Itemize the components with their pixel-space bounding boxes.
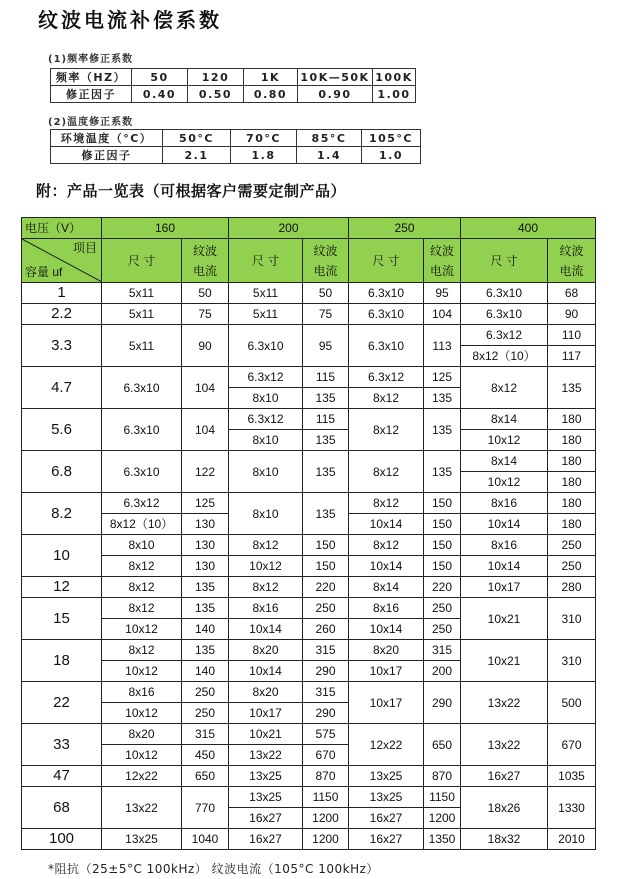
freq-factor-cell: 0.90 xyxy=(298,86,373,103)
size-cell: 13x25 xyxy=(229,766,303,787)
size-cell: 8x12 xyxy=(349,493,424,514)
table-row xyxy=(22,367,596,388)
ripple-cell: 135 xyxy=(182,598,229,619)
ripple-label-line2: 电流 xyxy=(429,263,454,278)
capacity-cell: 47 xyxy=(22,766,102,787)
ripple-label-line2: 电流 xyxy=(559,263,584,278)
size-cell: 8x10 xyxy=(229,430,303,451)
ripple-cell: 180 xyxy=(548,409,596,430)
voltage-200: 200 xyxy=(229,218,349,239)
ripple-cell: 135 xyxy=(424,388,461,409)
capacity-label: 容量 uf xyxy=(25,265,63,279)
temp-header-cell: 环境温度（°C） xyxy=(51,130,163,147)
ripple-cell: 90 xyxy=(182,325,229,367)
size-cell: 8x14 xyxy=(461,451,548,472)
size-cell: 13x25 xyxy=(229,787,303,808)
ripple-cell: 250 xyxy=(424,598,461,619)
temp-section-label: (2)温度修正系数 xyxy=(48,117,134,128)
size-cell: 6.3x12 xyxy=(229,409,303,430)
ripple-cell: 68 xyxy=(548,283,596,304)
size-cell: 8x16 xyxy=(102,682,182,703)
ripple-cell: 180 xyxy=(548,472,596,493)
ripple-cell: 135 xyxy=(548,367,596,409)
size-cell: 16x27 xyxy=(229,829,303,850)
ripple-cell: 115 xyxy=(303,409,349,430)
capacity-cell: 3.3 xyxy=(22,325,102,367)
ripple-cell: 220 xyxy=(303,577,349,598)
voltage-160: 160 xyxy=(102,218,229,239)
size-cell: 8x20 xyxy=(229,640,303,661)
freq-factor-cell: 修正因子 xyxy=(51,86,132,103)
ripple-cell: 500 xyxy=(548,682,596,724)
size-cell: 8x10 xyxy=(229,388,303,409)
freq-factor-cell: 0.80 xyxy=(244,86,298,103)
ripple-header xyxy=(424,239,461,283)
ripple-cell: 315 xyxy=(424,640,461,661)
freq-factor-cell: 0.50 xyxy=(188,86,244,103)
size-cell: 13x25 xyxy=(349,787,424,808)
size-cell: 8x12 xyxy=(102,577,182,598)
ripple-cell: 113 xyxy=(424,325,461,367)
ripple-label-line1: 纹波 xyxy=(192,243,217,258)
ripple-cell: 115 xyxy=(303,367,349,388)
capacity-cell: 18 xyxy=(22,640,102,682)
ripple-header xyxy=(182,239,229,283)
ripple-cell: 770 xyxy=(182,787,229,829)
table-row xyxy=(22,535,596,556)
temp-factor-row xyxy=(51,147,421,164)
ripple-cell: 140 xyxy=(182,661,229,682)
ripple-cell: 315 xyxy=(303,640,349,661)
page-title: 纹波电流补偿系数 xyxy=(38,8,222,32)
freq-correction-table xyxy=(50,68,416,103)
size-cell: 8x12 xyxy=(349,388,424,409)
ripple-cell: 1350 xyxy=(424,829,461,850)
size-cell: 8x12 xyxy=(229,535,303,556)
temp-header-row xyxy=(51,130,421,147)
size-cell: 12x22 xyxy=(349,724,424,766)
size-cell: 10x21 xyxy=(461,598,548,640)
ripple-cell: 250 xyxy=(548,535,596,556)
size-cell: 18x32 xyxy=(461,829,548,850)
size-cell: 6.3x12 xyxy=(229,367,303,388)
ripple-cell: 260 xyxy=(303,619,349,640)
size-cell: 10x12 xyxy=(229,556,303,577)
freq-header-row xyxy=(51,69,416,86)
freq-factor-row xyxy=(51,86,416,103)
table-row xyxy=(22,787,596,808)
ripple-cell: 450 xyxy=(182,745,229,766)
capacity-cell: 1 xyxy=(22,283,102,304)
size-cell: 10x12 xyxy=(102,745,182,766)
table-row xyxy=(22,766,596,787)
size-cell: 8x12 xyxy=(349,535,424,556)
capacity-cell: 33 xyxy=(22,724,102,766)
ripple-cell: 2010 xyxy=(548,829,596,850)
size-cell: 10x14 xyxy=(229,619,303,640)
ripple-cell: 140 xyxy=(182,619,229,640)
size-cell: 10x12 xyxy=(102,703,182,724)
size-cell: 5x11 xyxy=(229,304,303,325)
ripple-cell: 104 xyxy=(182,367,229,409)
freq-header-cell: 120 xyxy=(188,69,244,86)
ripple-cell: 150 xyxy=(424,493,461,514)
ripple-label-line2: 电流 xyxy=(192,263,217,278)
size-cell: 8x16 xyxy=(461,535,548,556)
size-cell: 10x17 xyxy=(229,703,303,724)
ripple-cell: 200 xyxy=(424,661,461,682)
ripple-cell: 650 xyxy=(182,766,229,787)
size-cell: 8x20 xyxy=(349,640,424,661)
ripple-cell: 150 xyxy=(424,556,461,577)
capacity-cell: 6.8 xyxy=(22,451,102,493)
table-row xyxy=(22,682,596,703)
ripple-cell: 650 xyxy=(424,724,461,766)
size-cell: 6.3x10 xyxy=(102,451,182,493)
ripple-cell: 130 xyxy=(182,514,229,535)
size-cell: 8x14 xyxy=(349,577,424,598)
product-table-body xyxy=(22,283,596,850)
ripple-label-line2: 电流 xyxy=(313,263,338,278)
table-row xyxy=(22,724,596,745)
size-cell: 8x16 xyxy=(229,598,303,619)
ripple-cell: 250 xyxy=(303,598,349,619)
ripple-cell: 150 xyxy=(424,514,461,535)
capacity-cell: 2.2 xyxy=(22,304,102,325)
temp-factor-cell: 1.4 xyxy=(297,147,362,164)
ripple-cell: 135 xyxy=(182,577,229,598)
capacity-cell: 15 xyxy=(22,598,102,640)
temp-factor-cell: 修正因子 xyxy=(51,147,163,164)
ripple-cell: 1035 xyxy=(548,766,596,787)
size-cell: 8x12 xyxy=(102,556,182,577)
ripple-cell: 135 xyxy=(182,640,229,661)
ripple-header xyxy=(303,239,349,283)
table-row xyxy=(22,829,596,850)
ripple-cell: 1040 xyxy=(182,829,229,850)
ripple-cell: 250 xyxy=(548,556,596,577)
size-cell: 16x27 xyxy=(349,808,424,829)
size-cell: 10x17 xyxy=(349,661,424,682)
ripple-cell: 220 xyxy=(424,577,461,598)
size-cell: 6.3x10 xyxy=(349,283,424,304)
size-cell: 10x14 xyxy=(229,661,303,682)
ripple-cell: 180 xyxy=(548,493,596,514)
ripple-cell: 104 xyxy=(182,409,229,451)
capacity-cell: 12 xyxy=(22,577,102,598)
size-cell: 8x10 xyxy=(102,535,182,556)
ripple-cell: 310 xyxy=(548,598,596,640)
size-cell: 5x11 xyxy=(102,283,182,304)
ripple-cell: 280 xyxy=(548,577,596,598)
capacity-cell: 100 xyxy=(22,829,102,850)
temp-factor-cell: 1.8 xyxy=(231,147,297,164)
diagonal-header-cell xyxy=(22,239,102,283)
temp-correction-table xyxy=(50,129,421,164)
size-cell: 5x11 xyxy=(102,304,182,325)
voltage-250: 250 xyxy=(349,218,461,239)
ripple-cell: 315 xyxy=(303,682,349,703)
size-header: 尺 寸 xyxy=(461,239,548,283)
item-label: 项目 xyxy=(72,241,97,255)
size-cell: 6.3x12 xyxy=(349,367,424,388)
size-cell: 12x22 xyxy=(102,766,182,787)
freq-factor-cell: 0.40 xyxy=(132,86,188,103)
voltage-label: 电压（V） xyxy=(22,218,102,239)
voltage-400: 400 xyxy=(461,218,596,239)
ripple-cell: 122 xyxy=(182,451,229,493)
size-cell: 6.3x10 xyxy=(349,325,424,367)
size-cell: 10x17 xyxy=(461,577,548,598)
ripple-header xyxy=(548,239,596,283)
size-cell: 10x14 xyxy=(461,514,548,535)
ripple-cell: 315 xyxy=(182,724,229,745)
size-cell: 10x21 xyxy=(461,640,548,682)
ripple-cell: 90 xyxy=(548,304,596,325)
freq-header-cell: 100K xyxy=(373,69,416,86)
temp-header-cell: 50°C xyxy=(163,130,231,147)
ripple-cell: 150 xyxy=(303,556,349,577)
ripple-label-line1: 纹波 xyxy=(559,243,584,258)
table-row xyxy=(22,325,596,346)
ripple-cell: 135 xyxy=(424,451,461,493)
size-cell: 8x12 xyxy=(461,367,548,409)
capacity-cell: 22 xyxy=(22,682,102,724)
size-cell: 6.3x10 xyxy=(102,409,182,451)
ripple-cell: 870 xyxy=(424,766,461,787)
size-cell: 6.3x10 xyxy=(229,325,303,367)
ripple-cell: 180 xyxy=(548,451,596,472)
ripple-cell: 575 xyxy=(303,724,349,745)
annex-title: 附：产品一览表（可根据客户需要定制产品） xyxy=(36,182,347,200)
table-row xyxy=(22,304,596,325)
freq-factor-cell: 1.00 xyxy=(373,86,416,103)
size-cell: 10x14 xyxy=(461,556,548,577)
ripple-label-line1: 纹波 xyxy=(429,243,454,258)
ripple-cell: 95 xyxy=(303,325,349,367)
size-cell: 8x20 xyxy=(102,724,182,745)
temp-factor-cell: 2.1 xyxy=(163,147,231,164)
size-cell: 8x12 xyxy=(102,598,182,619)
ripple-cell: 95 xyxy=(424,283,461,304)
ripple-cell: 310 xyxy=(548,640,596,682)
ripple-cell: 135 xyxy=(303,451,349,493)
size-cell: 10x12 xyxy=(461,472,548,493)
size-cell: 8x16 xyxy=(461,493,548,514)
size-cell: 13x22 xyxy=(102,787,182,829)
capacity-cell: 8.2 xyxy=(22,493,102,535)
table-row xyxy=(22,283,596,304)
ripple-cell: 130 xyxy=(182,556,229,577)
size-header: 尺 寸 xyxy=(229,239,303,283)
ripple-cell: 104 xyxy=(424,304,461,325)
table-row xyxy=(22,640,596,661)
size-cell: 6.3x10 xyxy=(349,304,424,325)
size-cell: 5x11 xyxy=(229,283,303,304)
ripple-cell: 150 xyxy=(303,535,349,556)
ripple-cell: 1330 xyxy=(548,787,596,829)
size-cell: 13x25 xyxy=(102,829,182,850)
size-header: 尺 寸 xyxy=(102,239,182,283)
size-cell: 8x10 xyxy=(229,493,303,535)
size-cell: 13x22 xyxy=(461,682,548,724)
ripple-cell: 1200 xyxy=(424,808,461,829)
freq-header-cell: 频率（HZ） xyxy=(51,69,132,86)
size-cell: 8x12 xyxy=(229,577,303,598)
table-row xyxy=(22,598,596,619)
ripple-cell: 670 xyxy=(303,745,349,766)
ripple-cell: 250 xyxy=(182,703,229,724)
ripple-cell: 180 xyxy=(548,514,596,535)
temp-header-cell: 70°C xyxy=(231,130,297,147)
size-cell: 10x21 xyxy=(229,724,303,745)
ripple-cell: 135 xyxy=(424,409,461,451)
ripple-cell: 50 xyxy=(182,283,229,304)
size-cell: 6.3x10 xyxy=(461,304,548,325)
size-cell: 8x12 xyxy=(349,451,424,493)
ripple-cell: 50 xyxy=(303,283,349,304)
freq-header-cell: 50 xyxy=(132,69,188,86)
ripple-cell: 135 xyxy=(303,493,349,535)
size-header: 尺 寸 xyxy=(349,239,424,283)
ripple-cell: 125 xyxy=(424,367,461,388)
size-cell: 16x27 xyxy=(229,808,303,829)
size-cell: 6.3x12 xyxy=(102,493,182,514)
ripple-cell: 135 xyxy=(303,388,349,409)
size-cell: 8x16 xyxy=(349,598,424,619)
size-cell: 8x14 xyxy=(461,409,548,430)
ripple-cell: 117 xyxy=(548,346,596,367)
ripple-label-line1: 纹波 xyxy=(313,243,338,258)
ripple-cell: 1150 xyxy=(424,787,461,808)
ripple-cell: 75 xyxy=(303,304,349,325)
size-cell: 6.3x10 xyxy=(102,367,182,409)
capacity-cell: 10 xyxy=(22,535,102,577)
size-cell: 10x12 xyxy=(102,619,182,640)
freq-header-cell: 1K xyxy=(244,69,298,86)
ripple-cell: 150 xyxy=(424,535,461,556)
size-cell: 6.3x12 xyxy=(461,325,548,346)
ripple-cell: 290 xyxy=(424,682,461,724)
size-cell: 16x27 xyxy=(349,829,424,850)
table-row xyxy=(22,556,596,577)
ripple-cell: 110 xyxy=(548,325,596,346)
freq-header-cell: 10K—50K xyxy=(298,69,373,86)
freq-section-label: (1)频率修正系数 xyxy=(48,54,134,65)
voltage-header-row xyxy=(22,218,596,239)
temp-factor-cell: 1.0 xyxy=(362,147,421,164)
size-cell: 8x20 xyxy=(229,682,303,703)
size-cell: 13x22 xyxy=(461,724,548,766)
size-cell: 10x12 xyxy=(461,430,548,451)
ripple-cell: 180 xyxy=(548,430,596,451)
product-table xyxy=(21,217,596,850)
size-cell: 6.3x10 xyxy=(461,283,548,304)
size-cell: 13x22 xyxy=(229,745,303,766)
size-cell: 8x10 xyxy=(229,451,303,493)
table-row xyxy=(22,493,596,514)
size-cell: 5x11 xyxy=(102,325,182,367)
size-cell: 18x26 xyxy=(461,787,548,829)
ripple-cell: 1200 xyxy=(303,808,349,829)
size-cell: 13x25 xyxy=(349,766,424,787)
size-cell: 10x14 xyxy=(349,514,424,535)
table-row xyxy=(22,409,596,430)
size-cell: 10x14 xyxy=(349,619,424,640)
footnote: *阻抗（25±5°C 100kHz） 纹波电流（105°C 100kHz） xyxy=(48,862,379,876)
ripple-cell: 250 xyxy=(182,682,229,703)
table-row xyxy=(22,451,596,472)
ripple-cell: 670 xyxy=(548,724,596,766)
ripple-cell: 290 xyxy=(303,661,349,682)
ripple-cell: 1200 xyxy=(303,829,349,850)
size-cell: 8x12 xyxy=(349,409,424,451)
ripple-cell: 135 xyxy=(303,430,349,451)
ripple-cell: 870 xyxy=(303,766,349,787)
ripple-cell: 130 xyxy=(182,535,229,556)
table-row xyxy=(22,577,596,598)
capacity-cell: 5.6 xyxy=(22,409,102,451)
temp-header-cell: 105°C xyxy=(362,130,421,147)
size-cell: 8x12（10） xyxy=(102,514,182,535)
ripple-cell: 75 xyxy=(182,304,229,325)
column-header-row xyxy=(22,239,596,283)
size-cell: 10x17 xyxy=(349,682,424,724)
ripple-cell: 250 xyxy=(424,619,461,640)
size-cell: 8x12 xyxy=(102,640,182,661)
size-cell: 10x14 xyxy=(349,556,424,577)
size-cell: 16x27 xyxy=(461,766,548,787)
size-cell: 10x12 xyxy=(102,661,182,682)
ripple-cell: 290 xyxy=(303,703,349,724)
capacity-cell: 68 xyxy=(22,787,102,829)
size-cell: 8x12（10） xyxy=(461,346,548,367)
temp-header-cell: 85°C xyxy=(297,130,362,147)
ripple-cell: 1150 xyxy=(303,787,349,808)
capacity-cell: 4.7 xyxy=(22,367,102,409)
ripple-cell: 125 xyxy=(182,493,229,514)
